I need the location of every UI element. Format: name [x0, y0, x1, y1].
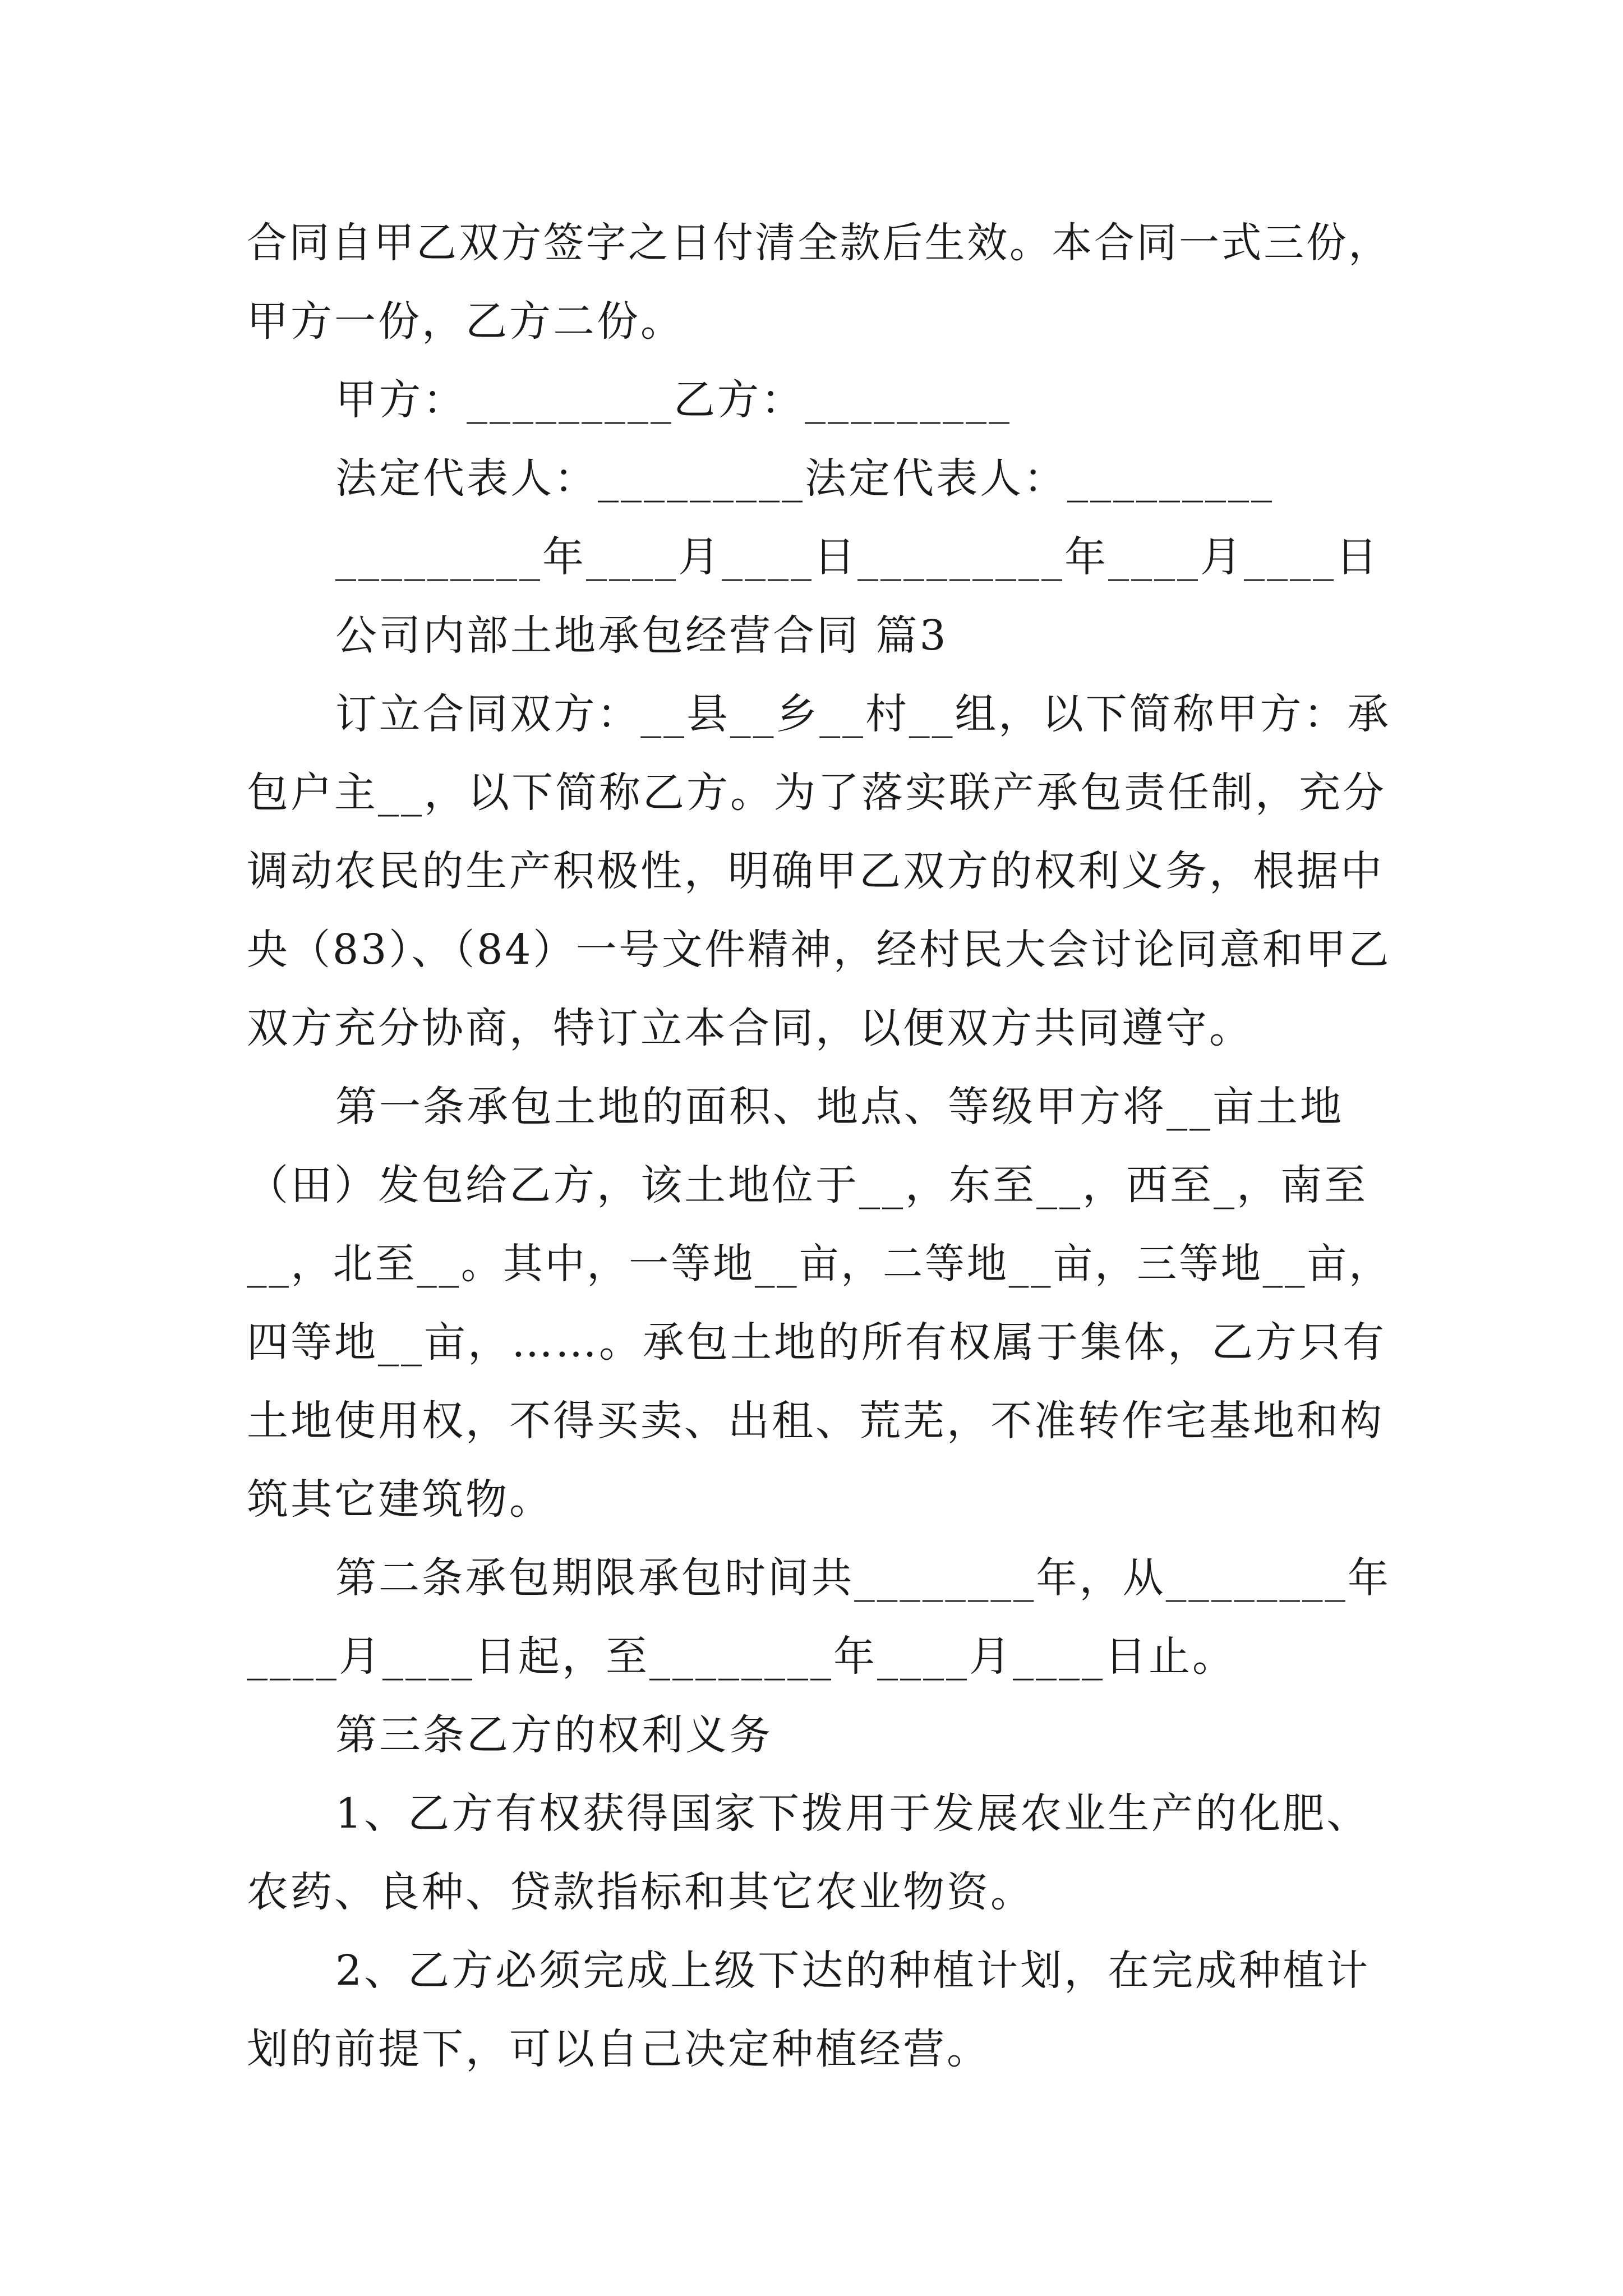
article-2-line: 第二条承包期限承包时间共________年，从________年 — [335, 1554, 1391, 1602]
text-line: 农药、良种、贷款指标和其它农业物资。 — [247, 1868, 1034, 1916]
text-line: （田）发包给乙方，该土地位于__，东至__，西至_，南至 — [247, 1161, 1368, 1209]
article-1-line: 第一条承包土地的面积、地点、等级甲方将__亩土地 — [335, 1083, 1344, 1131]
text-line: 合同自甲乙双方签字之日付清全款后生效。本合同一式三份， — [247, 219, 1391, 267]
text-line: 划的前提下，可以自己决定种植经营。 — [247, 2025, 990, 2073]
signature-line-representative: 法定代表人：_________法定代表人：_________ — [335, 454, 1274, 503]
text-line: 甲方一份，乙方二份。 — [247, 297, 684, 346]
text-line: 双方充分协商，特订立本合同，以便双方共同遵守。 — [247, 1004, 1253, 1052]
text-line: 筑其它建筑物。 — [247, 1475, 553, 1524]
signature-line-date: _________年____月____日_________年____月____日 — [335, 533, 1380, 581]
list-item-2: 2、乙方必须完成上级下达的种植计划，在完成种植计 — [335, 1947, 1371, 1995]
text-line: 土地使用权，不得买卖、出租、荒芜，不准转作宅基地和构 — [247, 1397, 1384, 1445]
text-line: 四等地__亩，……。承包土地的所有权属于集体，乙方只有 — [247, 1318, 1386, 1366]
text-line: 订立合同双方：__县__乡__村__组，以下简称甲方：承 — [335, 690, 1391, 738]
signature-line-party: 甲方：_________乙方：_________ — [335, 376, 1012, 424]
article-3-heading: 第三条乙方的权利义务 — [335, 1711, 773, 1759]
text-line: ____月____日起，至________年____月____日止。 — [247, 1632, 1236, 1681]
section-heading: 公司内部土地承包经营合同 篇3 — [335, 611, 948, 660]
text-line: 调动农民的生产积极性，明确甲乙双方的权利义务，根据中 — [247, 847, 1384, 895]
list-item-1: 1、乙方有权获得国家下拨用于发展农业生产的化肥、 — [335, 1789, 1371, 1838]
text-line: 包户主__，以下简称乙方。为了落实联产承包责任制，充分 — [247, 769, 1386, 817]
text-line: __，北至__。其中，一等地__亩，二等地__亩，三等地__亩， — [247, 1240, 1391, 1288]
text-line: 央（83）、（84）一号文件精神，经村民大会讨论同意和甲乙 — [247, 926, 1391, 974]
